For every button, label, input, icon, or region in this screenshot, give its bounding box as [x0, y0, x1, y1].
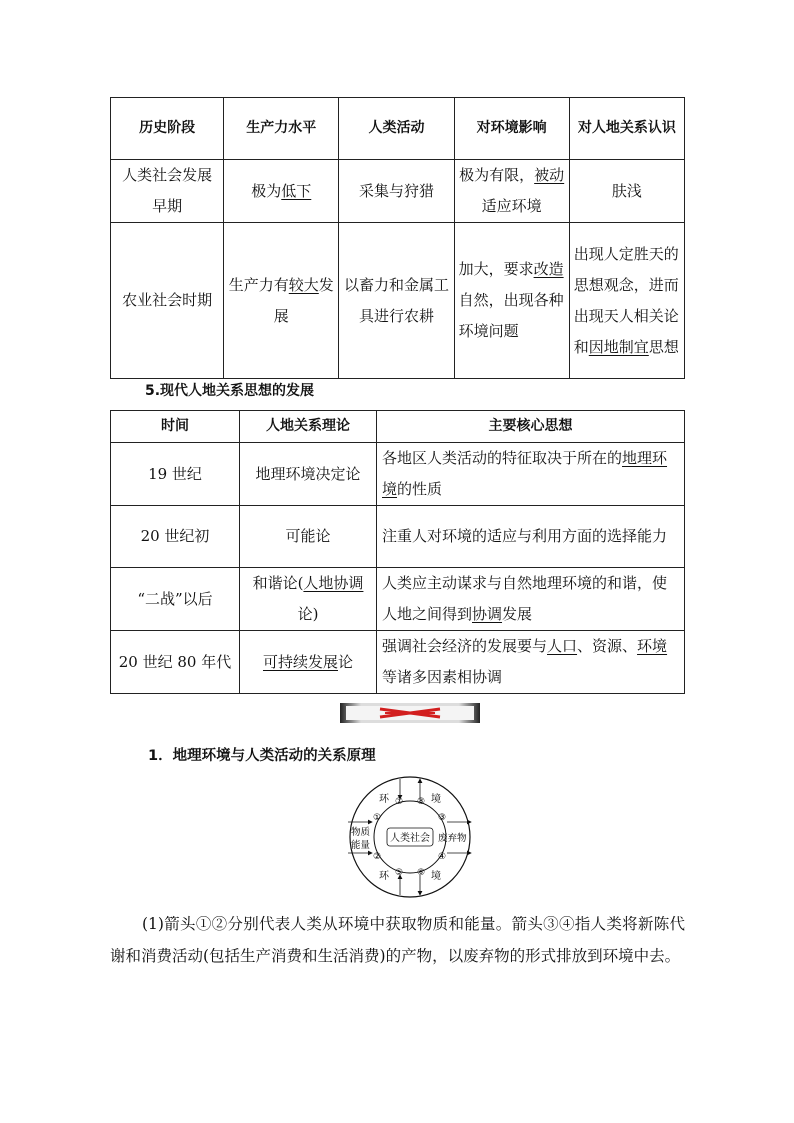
table-row [111, 160, 685, 223]
history-stage-table [110, 97, 685, 379]
human-environment-cycle-diagram [345, 775, 475, 900]
bottom-right-label: 境 [431, 871, 441, 882]
header-time: 时间 [111, 411, 240, 443]
arrow-number-6: ⑥ [417, 868, 426, 878]
time-cell: 19 世纪 [111, 443, 240, 506]
header-activity: 人类活动 [339, 98, 454, 160]
arrow-number-3: ③ [438, 813, 447, 823]
top-left-label: 环 [379, 794, 389, 805]
heading-principle: 1．地理环境与人类活动的关系原理 [148, 748, 376, 764]
table-row [111, 506, 685, 568]
arrow-number-4: ④ [438, 852, 447, 862]
stage-cell: 农业社会时期 [111, 223, 224, 379]
theory-cell: 地理环境决定论 [240, 443, 377, 506]
activity-cell: 采集与狩猎 [339, 160, 454, 223]
right-label-waste: 废弃物 [438, 833, 467, 844]
time-cell: 20 世纪初 [111, 506, 240, 568]
section-divider-banner [340, 703, 480, 723]
table-row [111, 568, 685, 631]
stage-cell: 人类社会发展早期 [111, 160, 224, 223]
section-5-title: 5.现代人地关系思想的发展 [145, 383, 315, 399]
time-cell: 20 世纪 80 年代 [111, 631, 240, 694]
theory-cell: 和谐论(人地协调论) [240, 568, 377, 631]
theory-cell: 可持续发展论 [240, 631, 377, 694]
top-right-label: 境 [431, 794, 441, 805]
arrow-number-1: ① [373, 813, 382, 823]
arrow-number-8: ⑧ [417, 797, 426, 807]
theory-cell: 可能论 [240, 506, 377, 568]
idea-cell: 各地区人类活动的特征取决于所在的地理环境的性质 [377, 443, 685, 506]
view-cell: 出现人定胜天的思想观念，进而出现天人相关论和因地制宜思想 [569, 223, 684, 379]
table-row [111, 223, 685, 379]
view-cell: 肤浅 [569, 160, 684, 223]
human-land-theory-table [110, 410, 685, 694]
left-label-energy: 能量 [351, 840, 371, 851]
table-row [111, 631, 685, 694]
header-view: 对人地关系认识 [569, 98, 684, 160]
idea-cell: 人类应主动谋求与自然地理环境的和谐，使人地之间得到协调发展 [377, 568, 685, 631]
header-impact: 对环境影响 [454, 98, 569, 160]
arrow-number-5: ⑤ [395, 868, 404, 878]
header-core-idea: 主要核心思想 [377, 411, 685, 443]
activity-cell: 以畜力和金属工具进行农耕 [339, 223, 454, 379]
header-productivity: 生产力水平 [224, 98, 339, 160]
productivity-cell: 极为低下 [224, 160, 339, 223]
left-label-material: 物质 [351, 827, 371, 838]
idea-cell: 强调社会经济的发展要与人口、资源、环境等诸多因素相协调 [377, 631, 685, 694]
arrow-number-2: ② [373, 852, 382, 862]
bottom-left-label: 环 [379, 871, 389, 882]
explanation-paragraph: (1)箭头①②分别代表人类从环境中获取物质和能量。箭头③④指人类将新陈代谢和消费活动(包括生产消费和生活消费)的产物，以废弃物的形式排放到环境中去。 [110, 915, 685, 965]
center-label: 人类社会 [390, 833, 430, 844]
time-cell: “二战”以后 [111, 568, 240, 631]
header-theory: 人地关系理论 [240, 411, 377, 443]
impact-cell: 极为有限，被动适应环境 [454, 160, 569, 223]
impact-cell: 加大，要求改造自然，出现各种环境问题 [454, 223, 569, 379]
idea-cell: 注重人对环境的适应与利用方面的选择能力 [377, 506, 685, 568]
table-row [111, 443, 685, 506]
arrow-number-7: ⑦ [395, 797, 404, 807]
productivity-cell: 生产力有较大发展 [224, 223, 339, 379]
header-stage: 历史阶段 [111, 98, 224, 160]
